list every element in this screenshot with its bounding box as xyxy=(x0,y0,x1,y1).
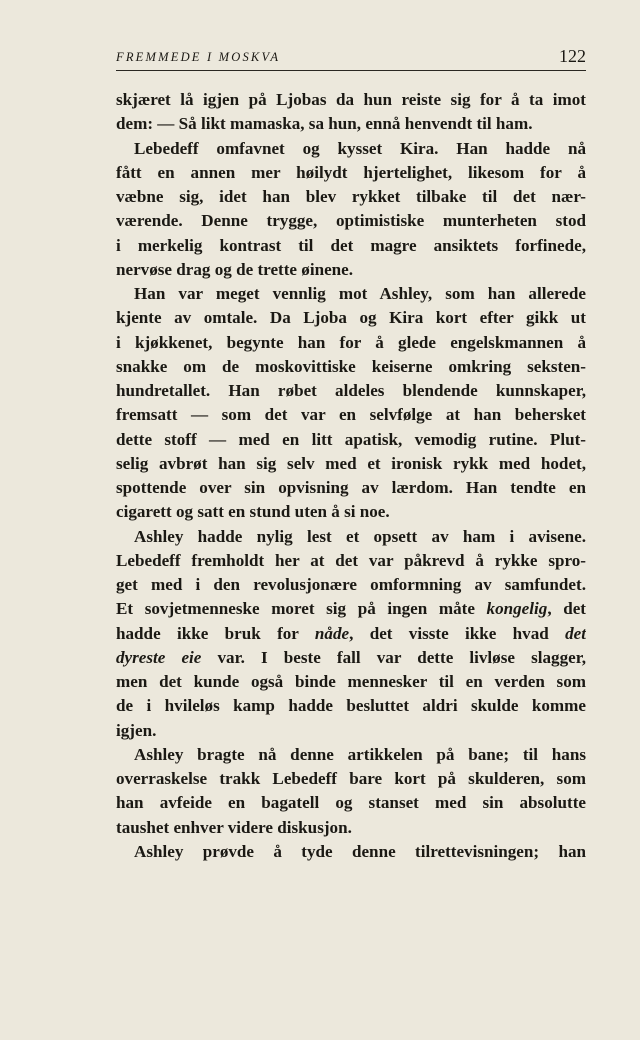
text-line xyxy=(116,88,586,112)
text-line xyxy=(116,622,586,646)
text-line xyxy=(116,646,586,670)
text-line xyxy=(116,331,586,355)
emphasis-text: dyreste eie xyxy=(116,647,202,667)
text-line xyxy=(116,500,586,524)
emphasis-text: det xyxy=(565,623,586,643)
text-line xyxy=(116,282,586,306)
text-line xyxy=(116,719,586,743)
text-segment: væbne sig, idet han blev rykket tilbake til det nær- xyxy=(116,187,586,206)
text-line xyxy=(116,403,586,427)
text-line xyxy=(116,306,586,330)
text-segment: fremsatt — som det var en selvfølge at han behersket xyxy=(116,405,586,425)
page-number: 122 xyxy=(559,46,586,66)
text-line xyxy=(116,476,586,500)
text-line xyxy=(116,743,586,767)
text-line xyxy=(116,525,586,549)
text-segment: Ashley hadde nylig lest et opsett av ham i avisene. xyxy=(134,526,586,546)
text-line xyxy=(116,791,586,815)
text-segment: cigarett og satt en stund uten å si noe. xyxy=(116,502,390,522)
text-line xyxy=(116,840,586,864)
text-segment: men det kunde også binde mennesker til en verden som xyxy=(116,672,586,691)
text-line xyxy=(116,161,586,185)
text-segment: de i hvileløs kamp hadde besluttet aldri skulde komme xyxy=(116,696,586,716)
text-segment: Lebedeff omfavnet og kysset Kira. Han hadde nå xyxy=(134,138,586,158)
text-segment: selig avbrøt han sig selv med et ironisk rykk med hodet, xyxy=(116,453,586,473)
running-title: FREMMEDE I MOSKVA xyxy=(116,50,281,64)
text-line xyxy=(116,379,586,403)
text-segment: var. I beste fall var dette livløse slagger, xyxy=(201,647,586,667)
text-segment: Ashley bragte nå denne artikkelen på bane; til hans xyxy=(134,744,586,764)
text-line xyxy=(116,355,586,379)
text-segment: hundretallet. Han røbet aldeles blendende kunnskaper, xyxy=(116,381,586,400)
text-line xyxy=(116,573,586,597)
text-line xyxy=(116,112,586,136)
text-segment: igjen. xyxy=(116,720,157,740)
text-segment: kjente av omtale. Da Ljoba og Kira kort efter gikk ut xyxy=(116,308,586,328)
text-segment: fått en annen mer høilydt hjertelighet, likesom for å xyxy=(116,162,586,182)
page-header xyxy=(116,46,586,71)
text-segment: Lebedeff fremholdt her at det var påkrevd å rykke spro- xyxy=(116,550,586,570)
text-line xyxy=(116,694,586,718)
emphasis-text: nåde xyxy=(314,623,350,643)
text-segment: dette stoff — med en litt apatisk, vemodig rutine. Plut- xyxy=(116,429,586,449)
text-line xyxy=(116,816,586,840)
text-segment: han avfeide en bagatell og stanset med sin absolutte xyxy=(116,793,586,813)
text-segment: i kjøkkenet, begynte han for å glede engelskmannen å xyxy=(116,332,586,352)
text-segment: spottende over sin opvisning av lærdom. Han tendte en xyxy=(116,478,586,497)
text-segment: overraskelse trakk Lebedeff bare kort på skulderen, som xyxy=(116,769,586,788)
text-segment: skjæret lå igjen på Ljobas da hun reiste sig for å ta imot xyxy=(116,90,586,109)
emphasis-text: kongelig xyxy=(486,599,548,619)
text-line xyxy=(116,258,586,282)
text-segment: get med i den revolusjonære omformning av samfundet. xyxy=(116,575,586,594)
text-line xyxy=(116,549,586,573)
text-segment: værende. Denne trygge, optimistiske munterheten stod xyxy=(116,211,586,231)
text-segment: i merkelig kontrast til det magre ansiktets forfinede, xyxy=(116,235,586,255)
text-line xyxy=(116,452,586,476)
text-segment: hadde ikke bruk for xyxy=(116,623,315,643)
text-line xyxy=(116,185,586,209)
text-line xyxy=(116,137,586,161)
text-line xyxy=(116,670,586,694)
text-line xyxy=(116,767,586,791)
text-line xyxy=(116,428,586,452)
text-line xyxy=(116,209,586,233)
body-text xyxy=(116,88,586,864)
text-segment: taushet enhver videre diskusjon. xyxy=(116,817,352,837)
text-segment: Han var meget vennlig mot Ashley, som han allerede xyxy=(134,284,586,303)
text-line xyxy=(116,234,586,258)
text-segment: , det xyxy=(547,599,586,619)
text-line xyxy=(116,597,586,621)
text-segment: nervøse drag og de trette øinene. xyxy=(116,259,354,279)
text-segment: snakke om de moskovittiske keiserne omkring seksten- xyxy=(116,356,586,376)
text-segment: dem: — Så likt mamaska, sa hun, ennå henvendt til ham. xyxy=(116,114,533,134)
text-segment: Et sovjetmenneske moret sig på ingen måte xyxy=(116,599,487,619)
text-segment: , det visste ikke hvad xyxy=(349,623,566,643)
text-segment: Ashley prøvde å tyde denne tilrettevisningen; han xyxy=(134,841,586,861)
